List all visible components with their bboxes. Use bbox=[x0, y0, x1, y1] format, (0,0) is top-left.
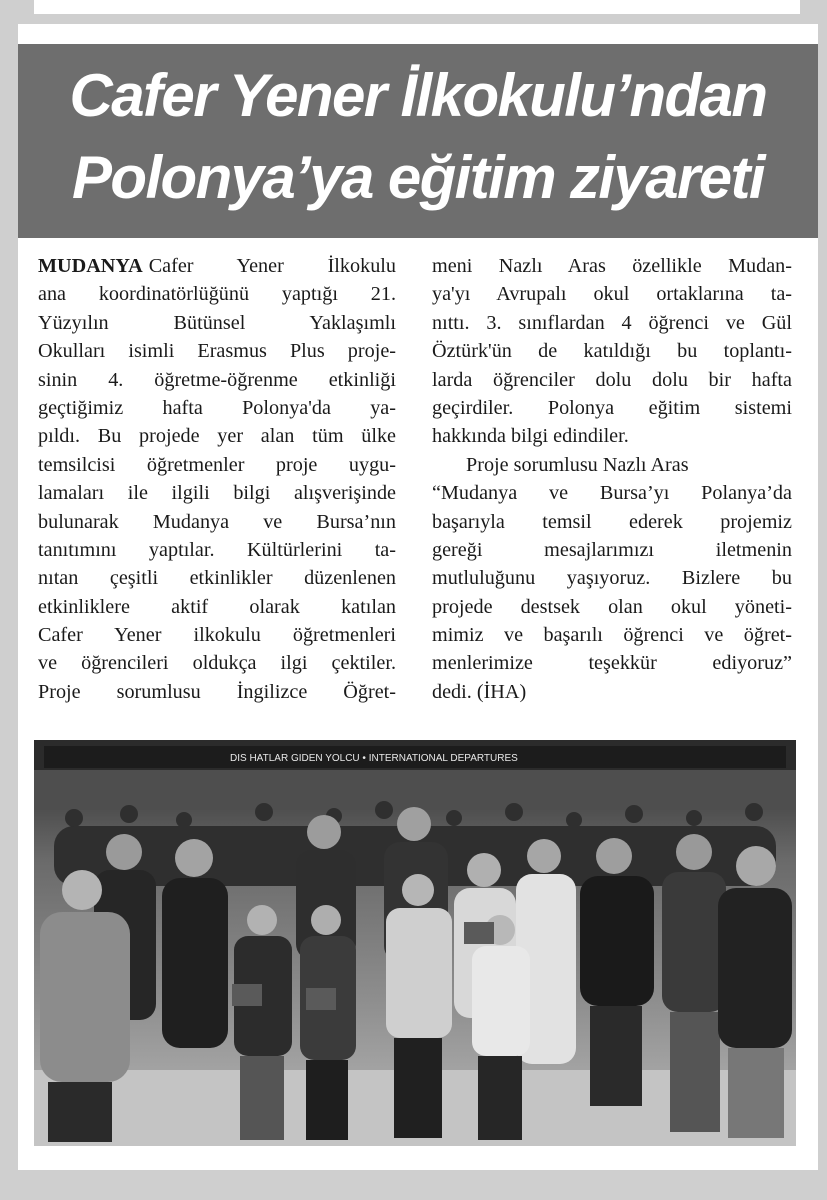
column-line: MUDANYA Cafer Yener İlkokulu bbox=[38, 255, 396, 277]
column-line: geçtiğimiz hafta Polonya'da ya- bbox=[38, 396, 396, 419]
dateline: MUDANYA bbox=[38, 255, 143, 277]
column-line: meni Nazlı Aras özellikle Mudan- bbox=[432, 255, 792, 277]
column-line: hakkında bilgi edindiler. bbox=[432, 425, 629, 448]
column-line: “Mudanya ve Bursa’yı Polanya’da bbox=[432, 482, 792, 505]
column-line: larda öğrenciler dolu dolu bir hafta bbox=[432, 368, 792, 391]
headline-line-2: Polonya’ya eğitim ziyareti bbox=[72, 144, 764, 211]
column-line: tanıtımını yaptılar. Kültürlerini ta- bbox=[38, 538, 396, 561]
column-line: temsilcisi öğretmenler proje uygu- bbox=[38, 453, 396, 476]
headline-line-1: Cafer Yener İlkokulu’ndan bbox=[69, 62, 767, 129]
column-line: ya'yı Avrupalı okul ortaklarına ta- bbox=[432, 283, 792, 306]
column-line: menlerimize teşekkür ediyoruz” bbox=[432, 652, 792, 675]
column-line: dedi. (İHA) bbox=[432, 680, 527, 703]
headline-banner bbox=[18, 44, 818, 238]
column-line: nıtan çeşitli etkinlikler düzenlenen bbox=[38, 567, 396, 590]
column-line: lamaları ile ilgili bilgi alışverişinde bbox=[38, 482, 396, 505]
column-line: Okulları isimli Erasmus Plus proje- bbox=[38, 340, 396, 363]
column-line: başarıyla temsil ederek projemiz bbox=[432, 510, 792, 533]
group-photo-illustration bbox=[34, 740, 796, 1146]
column-line: etkinliklere aktif olarak katılan bbox=[38, 595, 396, 618]
column-line: Cafer Yener ilkokulu öğretmenleri bbox=[38, 624, 396, 647]
previous-article-strip bbox=[34, 0, 800, 14]
column-line: ve öğrencileri oldukça ilgi çektiler. bbox=[38, 652, 396, 675]
column-line: geçirdiler. Polonya eğitim sistemi bbox=[432, 396, 792, 419]
column-line: projede destsek olan okul yöneti- bbox=[432, 595, 792, 618]
column-line: Yüzyılın Bütünsel Yaklaşımlı bbox=[38, 311, 396, 334]
column-line: ana koordinatörlüğünü yaptığı 21. bbox=[38, 283, 396, 306]
group-photo bbox=[34, 740, 796, 1146]
column-line: Öztürk'ün de katıldığı bu toplantı- bbox=[432, 340, 792, 363]
column-line: Proje sorumlusu Nazlı Aras bbox=[466, 453, 689, 476]
column-line: pıldı. Bu projede yer alan tüm ülke bbox=[38, 425, 396, 448]
column-line: nıttı. 3. sınıflardan 4 öğrenci ve Gül bbox=[432, 311, 792, 334]
article-column-left bbox=[38, 252, 396, 706]
column-line: mimiz ve başarılı öğrenci ve öğret- bbox=[432, 624, 792, 647]
article-column-right bbox=[432, 252, 792, 706]
column-line: mutluluğunu yaşıyoruz. Bizlere bu bbox=[432, 567, 792, 590]
column-line: sinin 4. öğretme-öğrenme etkinliği bbox=[38, 368, 396, 391]
column-line: bulunarak Mudanya ve Bursa’nın bbox=[38, 510, 396, 533]
column-line: gereği mesajlarımızı iletmenin bbox=[432, 538, 792, 561]
terminal-shops bbox=[34, 770, 796, 810]
departures-sign: DIS HATLAR GIDEN YOLCU • INTERNATIONAL DEPARTURES bbox=[230, 753, 518, 764]
column-line: Proje sorumlusu İngilizce Öğret- bbox=[38, 680, 396, 703]
